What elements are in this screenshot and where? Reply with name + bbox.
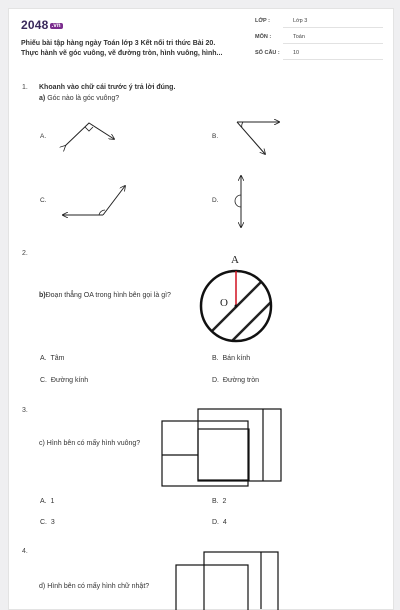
point-a-label: A	[231, 254, 239, 266]
logo-suffix: .vn	[51, 22, 61, 29]
q2-option-d-text: Đường tròn	[222, 377, 260, 384]
rectangles-figure	[9, 9, 393, 609]
q3-option-c-letter: C.	[40, 519, 47, 526]
option-d-label[interactable]: D.	[212, 197, 219, 204]
question-4-prefix: d)	[39, 583, 46, 590]
question-1-number: 1.	[22, 84, 28, 91]
option-c-label[interactable]: C.	[40, 197, 47, 204]
q3-option-d-letter: D.	[212, 519, 219, 526]
question-3-number: 3.	[22, 407, 28, 414]
point-o-label: O	[220, 297, 228, 309]
title-line-2: Thực hành vẽ góc vuông, vẽ đường tròn, hình vuông, hình...	[21, 50, 223, 57]
question-1-instruction: Khoanh vào chữ cái trước ý trả lời đúng.	[39, 84, 176, 91]
q3-option-a-text: 1	[50, 498, 55, 505]
question-1-text: Góc nào là góc vuông?	[47, 95, 120, 102]
rect-shape-2	[176, 565, 248, 610]
option-b-label[interactable]: B.	[212, 133, 219, 140]
question-2-text: Đoạn thẳng OA trong hình bên gọi là gì?	[45, 292, 171, 299]
count-value: 10	[293, 50, 300, 56]
q2-option-b-letter: B.	[212, 355, 219, 362]
question-4-number: 4.	[22, 548, 28, 555]
q3-option-a-letter: A.	[40, 498, 47, 505]
q2-option-c-letter: C.	[40, 377, 47, 384]
q2-option-c-text: Đường kính	[50, 377, 89, 384]
class-label: LỚP :	[255, 18, 270, 24]
question-2-prefix: b)	[39, 292, 46, 299]
subject-value: Toán	[293, 34, 305, 40]
question-4-text: Hình bên có mấy hình chữ nhật?	[47, 583, 150, 590]
question-2-number: 2.	[22, 250, 28, 257]
option-a-label[interactable]: A.	[40, 133, 47, 140]
q3-option-d-text: 4	[222, 519, 227, 526]
question-1-prefix: a)	[39, 95, 46, 102]
count-label: SỐ CÂU :	[255, 50, 280, 56]
question-3-prefix: c)	[39, 440, 45, 447]
q3-option-c-text: 3	[50, 519, 55, 526]
logo-text: 2048	[21, 18, 49, 32]
subject-label: MÔN :	[255, 34, 272, 40]
class-value: Lớp 3	[293, 18, 308, 24]
q2-option-d-letter: D.	[212, 377, 219, 384]
q2-option-b-text: Bán kính	[222, 355, 251, 362]
q2-option-a-text: Tâm	[50, 355, 65, 362]
q3-option-b-text: 2	[222, 498, 227, 505]
worksheet	[8, 8, 394, 610]
rect-shape-1	[204, 552, 278, 610]
title-line-1: Phiếu bài tập hàng ngày Toán lớp 3 Kết nối tri thức Bài 20.	[21, 40, 216, 47]
question-3-text: Hình bên có mấy hình vuông?	[46, 440, 141, 447]
q3-option-b-letter: B.	[212, 498, 219, 505]
q2-option-a-letter: A.	[40, 355, 47, 362]
